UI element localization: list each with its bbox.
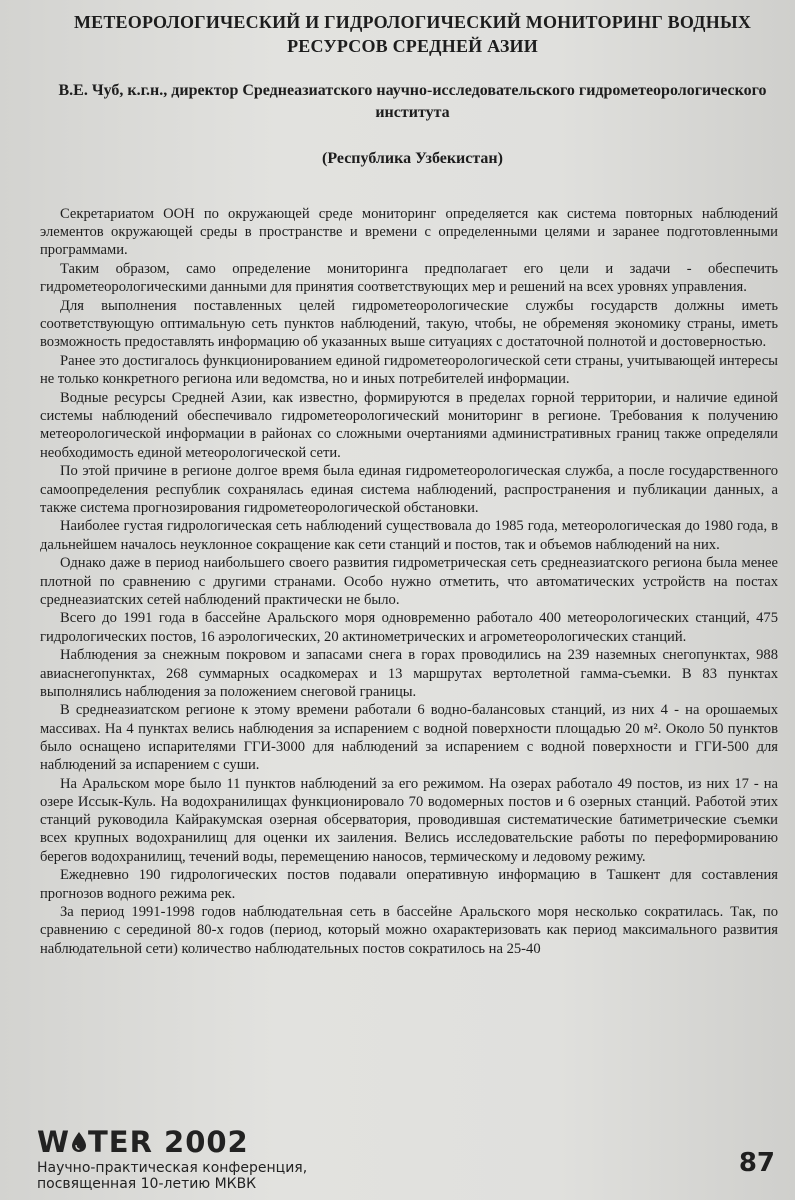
paragraph: Наиболее густая гидрологическая сеть наблюдений существовала до 1985 года, метеорологическая до 1980 года, в дальнейшем началось неуклонное сокращение как сети станций и постов, так и объемов наблюдений на них. [40,518,778,553]
paragraph: Таким образом, само определение мониторинга предполагает его цели и задачи - обеспечить гидрометеорологическими данными для принятия соответствующих мер и решений на всех уровнях управления. [40,261,778,296]
logo-suffix: TER 2002 [88,1125,249,1159]
article-body [40,205,778,958]
paragraph: Всего до 1991 года в бассейне Аральского моря одновременно работало 400 метеорологических станций, 475 гидрологических постов, 16 аэрологических, 20 актинометрических и агрометеорологических станций. [40,610,778,645]
paragraph: На Аральском море было 11 пунктов наблюдений за его режимом. На озерах работало 49 постов, из них 17 - на озере Иссык-Куль. На водохранилищах функционировало 70 водомерных постов и 6 озерных станций. Работой этих станций руководила Кайракумская озерная обсерватория, проводившая систематические батиметрические съемки всех крупных водохранилищ для оценки их заиления. Велись исследовательские работы по переформированию берегов водохранилищ, течений воды, перемещению наносов, термическому и ледовому режиму. [40,775,778,865]
water-drop-icon [71,1127,87,1149]
conference-caption [37,1160,307,1192]
paragraph: Наблюдения за снежным покровом и запасами снега в горах проводились на 239 наземных снегопунктах, 988 авиаснегопунктах, 268 суммарных осадкомерах и 13 маршрутах вертолетной гамма-съемки. В 83 пунктах выполнялись наблюдения за положением снеговой границы. [40,647,778,700]
conference-line: Научно-практическая конференция, [37,1160,308,1176]
country-line: (Республика Узбекистан) [322,150,503,167]
paragraph: Однако даже в период наибольшего своего развития гидрометрическая сеть среднеазиатского региона была менее плотной по сравнению с другими странами. Особо нужно отметить, что автоматических устройств на постах среднеазиатских сетей наблюдений практически не было. [40,555,778,608]
author-line: В.Е. Чуб, к.г.н., директор Среднеазиатского научно-исследовательского гидрометеорологического института [58,82,767,121]
article-title: МЕТЕОРОЛОГИЧЕСКИЙ И ГИДРОЛОГИЧЕСКИЙ МОНИТОРИНГ ВОДНЫХ РЕСУРСОВ СРЕДНЕЙ АЗИИ [73,12,752,56]
water-2002-logo [37,1126,249,1158]
paragraph: По этой причине в регионе долгое время была единая гидрометеорологическая служба, а после государственного самоопределения республик сохранялась единая система наблюдений, распространения и публикации данных, а также система прогнозирования гидрометеорологической обстановки. [40,463,778,516]
paragraph: За период 1991-1998 годов наблюдательная сеть в бассейне Аральского моря несколько сократилась. Так, по сравнению с серединой 80-х годов (период, который можно охарактеризовать как период максимального развития наблюдательной сети) количество наблюдательных постов сократилось на 25-40 [40,904,778,957]
page-number: 87 [738,1148,775,1178]
paragraph: Секретариатом ООН по окружающей среде мониторинг определяется как система повторных наблюдений элементов окружающей среды в пространстве и времени с определенными целями и заранее подготовленными программами. [40,206,778,259]
paragraph: Ежедневно 190 гидрологических постов подавали оперативную информацию в Ташкент для составления прогнозов водного режима рек. [40,867,778,902]
paragraph: Водные ресурсы Средней Азии, как известно, формируются в пределах горной территории, и наличие единой системы наблюдений обеспечивало гидрометеорологический мониторинг в регионе. Требования к получению метеорологической информации в районах со сложными очертаниями административных границ также определяли необходимость единой метеорологической сети. [40,390,778,461]
logo-prefix: W [37,1125,70,1159]
paragraph: В среднеазиатском регионе к этому времени работали 6 водно-балансовых станций, из них 4 - на орошаемых массивах. На 4 пунктах велись наблюдения за испарением с водной поверхности площадью 20 м². Около 50 пунктов было оснащено испарителями ГГИ-3000 для наблюдений за испарением с водной поверхности и ГГИ-500 для наблюдений за испарением с суши. [40,702,778,774]
paragraph: Для выполнения поставленных целей гидрометеорологические службы государств должны иметь соответствующую оптимальную сеть пунктов наблюдений, такую, чтобы, не обременяя экономику страны, иметь возможность предоставлять информацию об указанных выше ситуациях с достаточной полнотой и достоверностью. [40,298,778,351]
conference-line: посвященная 10-летию МКВК [37,1176,257,1192]
paragraph: Ранее это достигалось функционированием единой гидрометеорологической сети страны, учитывающей интересы не только конкретного региона или ведомства, но и иных потребителей информации. [40,353,778,388]
